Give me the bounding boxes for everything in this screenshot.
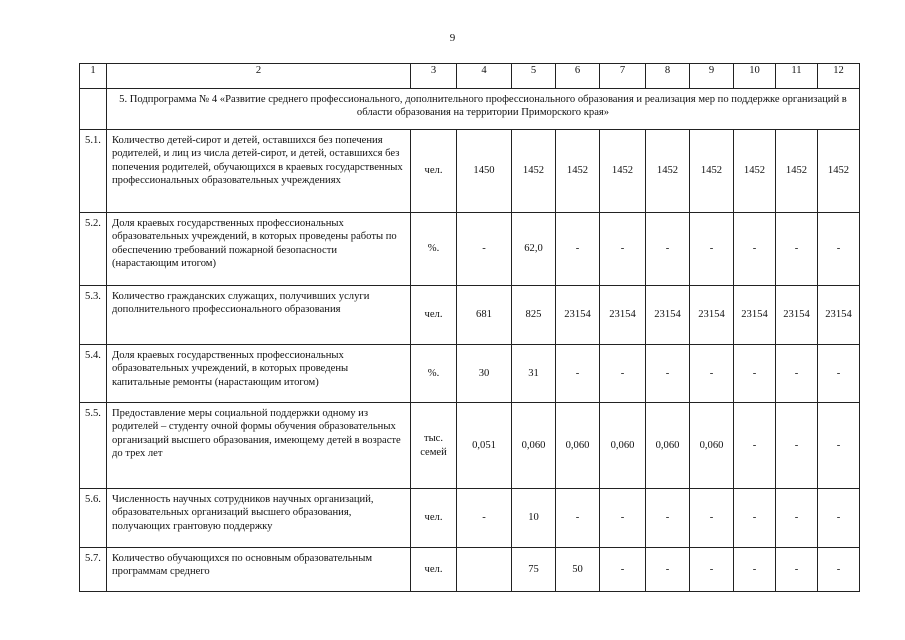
row-value: 23154 [734,286,776,345]
row-value: - [600,213,646,286]
row-number: 5.7. [80,548,107,592]
row-value: - [690,489,734,548]
row-number: 5.6. [80,489,107,548]
row-description: Доля краевых государственных профессиональных образовательных учреждений, в которых проведены работы по обеспечению требований пожарной безопасности (нарастающим итогом) [107,213,411,286]
row-number: 5.1. [80,130,107,213]
subprogram-row [80,89,860,130]
column-header: 3 [411,64,457,89]
row-value: - [690,345,734,403]
row-value: 0,060 [690,403,734,489]
row-value: 31 [512,345,556,403]
column-header: 12 [818,64,860,89]
table-row [80,489,860,548]
row-number: 5.2. [80,213,107,286]
row-value: - [734,345,776,403]
row-value: - [556,213,600,286]
row-number: 5.3. [80,286,107,345]
row-value: - [818,345,860,403]
row-value: - [600,489,646,548]
row-value: - [776,489,818,548]
row-value [457,548,512,592]
row-unit: %. [411,345,457,403]
row-value: - [646,489,690,548]
column-header: 7 [600,64,646,89]
row-unit: тыс. семей [411,403,457,489]
subprogram-title: 5. Подпрограмма № 4 «Развитие среднего профессионального, дополнительного профессионального образования и реализация мер по поддержке организаций в области образования на территории Приморского края» [107,89,860,130]
column-header: 8 [646,64,690,89]
row-value: - [734,548,776,592]
row-unit: чел. [411,130,457,213]
row-value: 0,051 [457,403,512,489]
row-value: 1452 [600,130,646,213]
row-value: 75 [512,548,556,592]
row-value: - [556,345,600,403]
row-value: 23154 [776,286,818,345]
page-number: 9 [449,32,456,44]
row-number: 5.5. [80,403,107,489]
row-value: - [690,213,734,286]
row-value: - [776,345,818,403]
row-unit: %. [411,213,457,286]
row-value: 1452 [776,130,818,213]
row-value: - [776,213,818,286]
column-header: 5 [512,64,556,89]
row-value: 1450 [457,130,512,213]
row-unit: чел. [411,286,457,345]
row-value: 23154 [690,286,734,345]
row-description: Количество детей-сирот и детей, оставшихся без попечения родителей, и лиц из числа детей-сирот, и детей, оставшихся без попечения родителей, обучающихся в краевых государственных профессиональных образовательных учреждениях [107,130,411,213]
row-value: - [690,548,734,592]
row-value: 23154 [818,286,860,345]
row-value: - [734,213,776,286]
row-value: - [818,489,860,548]
row-value: - [457,489,512,548]
row-value: - [457,213,512,286]
row-value: 825 [512,286,556,345]
row-value: - [646,345,690,403]
row-unit: чел. [411,489,457,548]
row-value: 0,060 [556,403,600,489]
table-row [80,286,860,345]
row-value: 30 [457,345,512,403]
row-value: - [734,403,776,489]
row-description: Доля краевых государственных профессиональных образовательных учреждений, в которых проведены капитальные ремонты (нарастающим итогом) [107,345,411,403]
row-value: - [646,213,690,286]
row-value: 1452 [556,130,600,213]
row-value: - [776,548,818,592]
row-value: 0,060 [512,403,556,489]
row-description: Количество обучающихся по основным образовательным программам среднего [107,548,411,592]
row-value: 62,0 [512,213,556,286]
row-value: - [818,213,860,286]
row-value: - [646,548,690,592]
row-value: 1452 [512,130,556,213]
column-header: 2 [107,64,411,89]
table-row [80,345,860,403]
row-value: - [818,403,860,489]
row-number: 5.4. [80,345,107,403]
row-value: 1452 [818,130,860,213]
row-value: 0,060 [646,403,690,489]
row-value: 681 [457,286,512,345]
column-header: 1 [80,64,107,89]
row-value: - [776,403,818,489]
table-row [80,403,860,489]
indicator-table [79,63,860,592]
table-row [80,548,860,592]
header-row [80,64,860,89]
row-value: - [556,489,600,548]
row-value: 23154 [646,286,690,345]
row-value: 23154 [556,286,600,345]
row-value: 10 [512,489,556,548]
row-value: 0,060 [600,403,646,489]
row-description: Предоставление меры социальной поддержки одному из родителей – студенту очной формы обучения образовательных организаций высшего образования, имеющему детей в возрасте до трех лет [107,403,411,489]
column-header: 9 [690,64,734,89]
row-value: - [734,489,776,548]
row-value: 1452 [646,130,690,213]
row-value: 23154 [600,286,646,345]
column-header: 4 [457,64,512,89]
row-unit: чел. [411,548,457,592]
row-value: - [818,548,860,592]
row-value: 50 [556,548,600,592]
row-value: - [600,345,646,403]
row-description: Количество гражданских служащих, получивших услуги дополнительного профессионального образования [107,286,411,345]
row-value: - [600,548,646,592]
table-row [80,130,860,213]
column-header: 11 [776,64,818,89]
column-header: 6 [556,64,600,89]
row-description: Численность научных сотрудников научных организаций, образовательных организаций высшего образования, получающих грантовую поддержку [107,489,411,548]
column-header: 10 [734,64,776,89]
row-value: 1452 [734,130,776,213]
row-value: 1452 [690,130,734,213]
table-row [80,213,860,286]
